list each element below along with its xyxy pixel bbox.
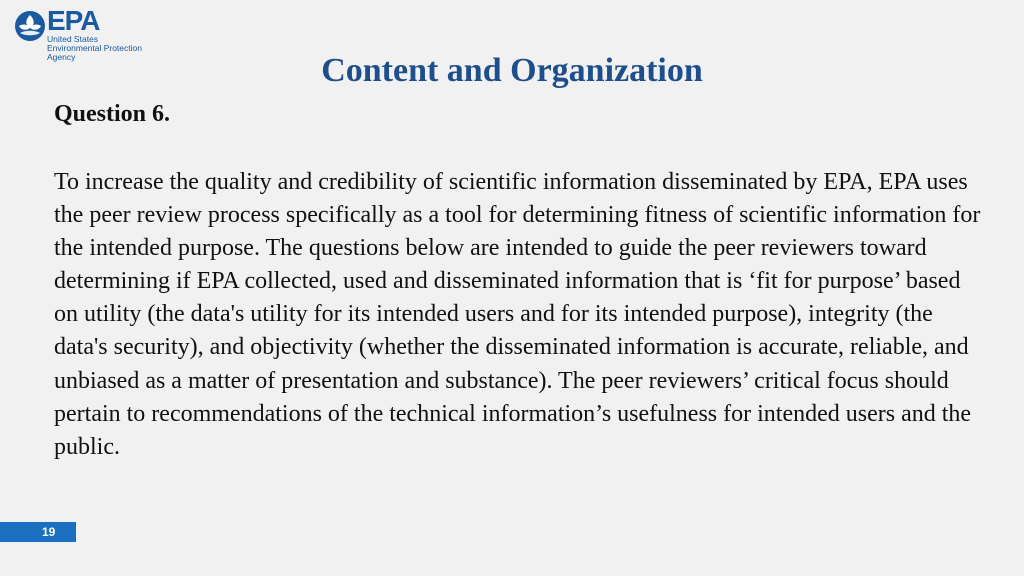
logo-line-1: United States	[47, 34, 99, 44]
logo-line-3: Agency	[47, 52, 76, 62]
body-paragraph: To increase the quality and credibility of scientific information disseminated by EPA, EPA uses the peer review process specifically as a tool for determining fitness of scientific information for the intended purpose. The questions below are intended to guide the peer reviewers toward determining if EPA collected, used and disseminated information that is ‘fit for purpose’ based on utility (the data's utility for its intended users and for its intended purpose), integrity (the data's security), and objectivity (whether the disseminated information is accurate, reliable, and unbiased as a matter of presentation and substance). The peer reviewers’ critical focus should pertain to recommendations of the technical information’s usefulness for intended users and the public.	[54, 169, 981, 460]
page-number: 19	[42, 525, 56, 539]
page-number-badge	[0, 522, 76, 542]
question-heading: Question 6.	[54, 101, 171, 127]
logo-wordmark: EPA	[47, 5, 100, 36]
epa-flower-icon	[14, 10, 46, 42]
slide-title: Content and Organization	[321, 52, 703, 89]
logo-line-2: Environmental Protection	[47, 43, 142, 53]
